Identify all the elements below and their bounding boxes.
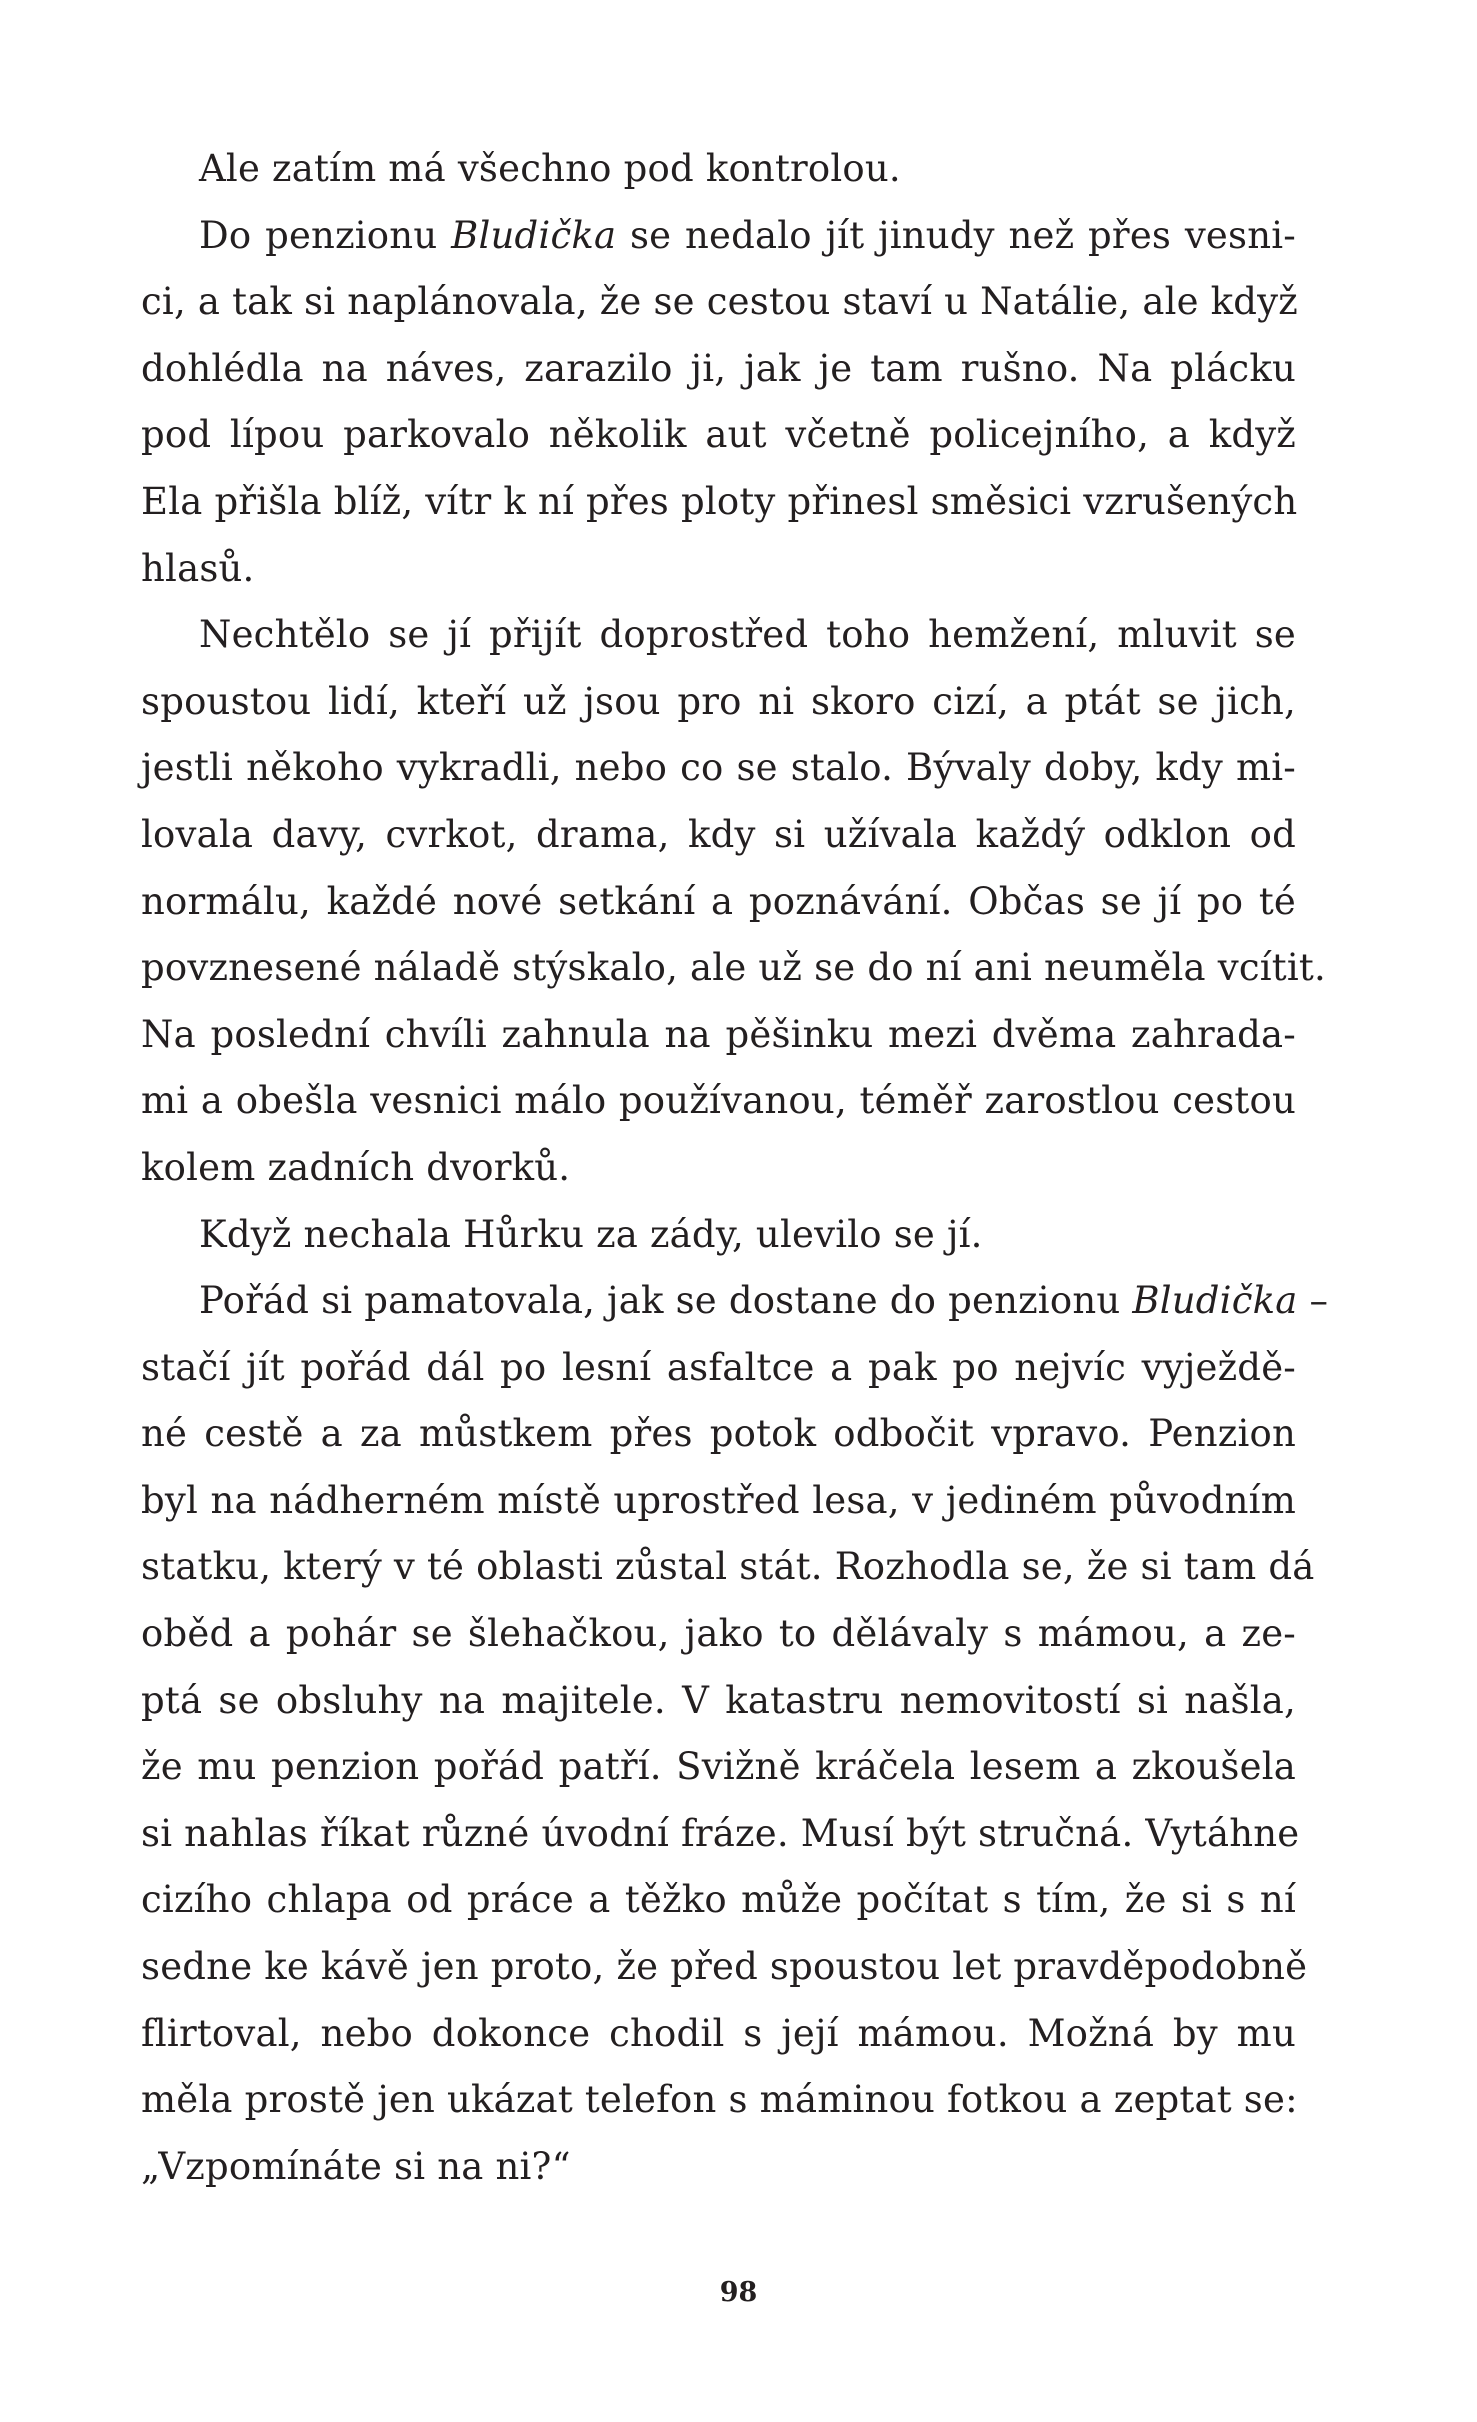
text-line: Na poslední chvíli zahnula na pěšinku mezi dvěma zahrada-	[141, 1012, 1296, 1056]
text-line: flirtoval, nebo dokonce chodil s její mámou. Možná by mu	[141, 2011, 1296, 2055]
text-line: dohlédla na náves, zarazilo ji, jak je tam rušno. Na plácku	[141, 346, 1296, 390]
text-line: ci, a tak si naplánovala, že se cestou staví u Natálie, ale když	[141, 280, 1298, 324]
text-line: ptá se obsluhy na majitele. V katastru nemovitostí si našla,	[141, 1678, 1296, 1722]
text-line: spoustou lidí, kteří už jsou pro ni skoro cizí, a ptát se jich,	[141, 679, 1296, 723]
text-line: jestli někoho vykradli, nebo co se stalo. Bývaly doby, kdy mi-	[141, 746, 1296, 790]
text-line: cizího chlapa od práce a těžko může počítat s tím, že si s ní	[141, 1878, 1296, 1922]
text-line: oběd a pohár se šlehačkou, jako to dělávaly s mámou, a ze-	[141, 1612, 1296, 1656]
text-line: si nahlas říkat různé úvodní fráze. Musí být stručná. Vytáhne	[141, 1811, 1300, 1855]
text-line: byl na nádherném místě uprostřed lesa, v jediném původním	[141, 1478, 1296, 1522]
text-line: Pořád si pamatovala, jak se dostane do penzionu Bludička –	[199, 1279, 1329, 1323]
text-line: Ale zatím má všechno pod kontrolou.	[199, 147, 901, 190]
text-line: kolem zadních dvorků.	[141, 1145, 571, 1189]
text-line: sedne ke kávě jen proto, že před spoustou let pravděpodobně	[141, 1945, 1308, 1989]
text-line: pod lípou parkovalo několik aut včetně policejního, a když	[141, 413, 1296, 457]
page-number: 98	[719, 2277, 758, 2308]
text-line: že mu penzion pořád patří. Svižně kráčela lesem a zkoušela	[141, 1745, 1296, 1789]
title-italic: Bludička	[451, 213, 617, 257]
text-line: statku, který v té oblasti zůstal stát. Rozhodla se, že si tam dá	[141, 1545, 1315, 1589]
text-line: hlasů.	[141, 546, 255, 590]
text-line: Do penzionu Bludička se nedalo jít jinudy než přes vesni-	[199, 213, 1296, 257]
text-line: „Vzpomínáte si na ni?“	[141, 2144, 571, 2188]
text-line: né cestě a za můstkem přes potok odbočit vpravo. Penzion	[141, 1412, 1296, 1456]
text-line: normálu, každé nové setkání a poznávání. Občas se jí po té	[141, 879, 1296, 923]
text-line: mi a obešla vesnici málo používanou, téměř zarostlou cestou	[141, 1079, 1296, 1123]
text-line: Ela přišla blíž, vítr k ní přes ploty přinesl směsici vzrušených	[141, 479, 1298, 523]
text-line: lovala davy, cvrkot, drama, kdy si užívala každý odklon od	[141, 812, 1296, 856]
text-line: povznesené náladě stýskalo, ale už se do ní ani neuměla vcítit.	[141, 946, 1326, 990]
text-line: Nechtělo se jí přijít doprostřed toho hemžení, mluvit se	[199, 613, 1296, 657]
text-line: stačí jít pořád dál po lesní asfaltce a pak po nejvíc vyježdě-	[141, 1345, 1296, 1389]
text-line: měla prostě jen ukázat telefon s máminou fotkou a zeptat se:	[141, 2078, 1298, 2122]
body-text	[141, 136, 1329, 2200]
title-italic: Bludička	[1132, 1279, 1298, 1323]
text-line: Když nechala Hůrku za zády, ulevilo se jí.	[199, 1212, 983, 1256]
